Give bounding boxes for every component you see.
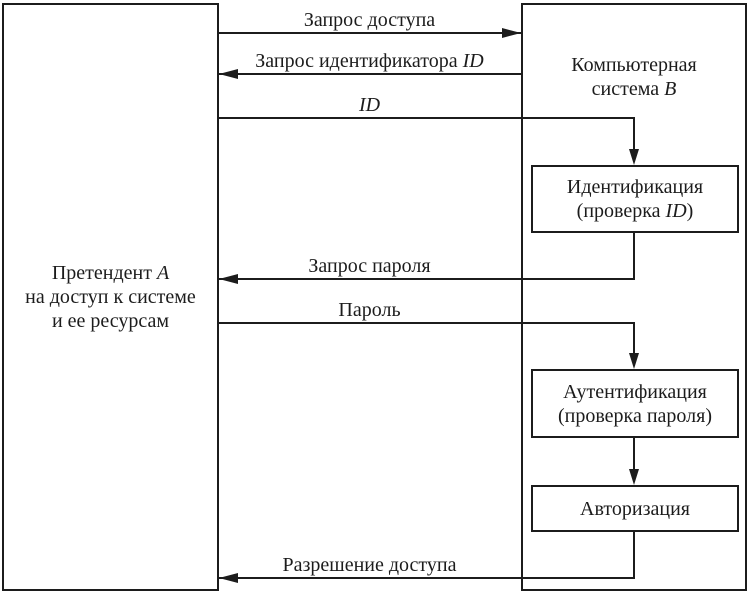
claimant-variable: A bbox=[156, 262, 170, 284]
id-request-variable: ID bbox=[462, 50, 484, 72]
id-send-label bbox=[218, 93, 521, 117]
claimant-box bbox=[2, 3, 219, 591]
password-send-line-vertical bbox=[633, 322, 635, 354]
authentication-label-line1: Аутентификация bbox=[563, 380, 707, 403]
identification-label-line1: Идентификация bbox=[566, 176, 704, 198]
password-request-line bbox=[218, 278, 635, 280]
id-request-arrowhead-left bbox=[219, 69, 238, 79]
authentication-to-authorization-arrowhead-down bbox=[629, 469, 639, 485]
access-request-line bbox=[218, 32, 521, 34]
access-grant-arrowhead-left bbox=[219, 573, 238, 583]
password-request-line-vertical bbox=[633, 231, 635, 279]
id-send-line-horizontal bbox=[218, 117, 635, 119]
system-label bbox=[571, 53, 697, 101]
password-send-label: Пароль bbox=[338, 299, 401, 321]
identification-variable: ID bbox=[665, 200, 687, 222]
password-send-arrowhead-down bbox=[629, 353, 639, 369]
authorization-box bbox=[531, 485, 739, 532]
system-label-line1: Компьютерная bbox=[571, 54, 697, 76]
access-request-label: Запрос доступа bbox=[303, 9, 436, 31]
password-send-line-horizontal bbox=[218, 322, 635, 324]
identification-label-line2: (проверка ID) bbox=[576, 200, 694, 222]
claimant-label bbox=[25, 261, 196, 333]
id-request-line bbox=[218, 73, 521, 75]
password-request-label: Запрос пароля bbox=[308, 255, 431, 277]
authentication-to-authorization-line bbox=[633, 436, 635, 471]
claimant-label-line1: Претендент A bbox=[51, 262, 170, 284]
id-request-label: Запрос идентификатора ID bbox=[255, 50, 484, 72]
claimant-label-line3: и ее ресурсам bbox=[51, 310, 170, 332]
id-send-line-vertical bbox=[633, 117, 635, 151]
claimant-label-line2: на доступ к системе bbox=[25, 286, 196, 308]
id-send-arrowhead-down bbox=[629, 149, 639, 165]
access-grant-label: Разрешение доступа bbox=[282, 554, 457, 576]
system-variable: B bbox=[664, 78, 677, 100]
password-request-arrowhead-left bbox=[219, 274, 238, 284]
authentication-label-line2: (проверка пароля) bbox=[557, 404, 712, 427]
system-label-line2: система B bbox=[591, 78, 677, 100]
identification-box bbox=[531, 165, 739, 233]
access-grant-line-vertical bbox=[633, 530, 635, 578]
access-request-arrowhead-right bbox=[502, 28, 521, 38]
authorization-label-line1: Авторизация bbox=[580, 497, 690, 520]
authentication-box bbox=[531, 369, 739, 438]
access-grant-line bbox=[218, 577, 635, 579]
id-send-variable: ID bbox=[358, 94, 381, 116]
